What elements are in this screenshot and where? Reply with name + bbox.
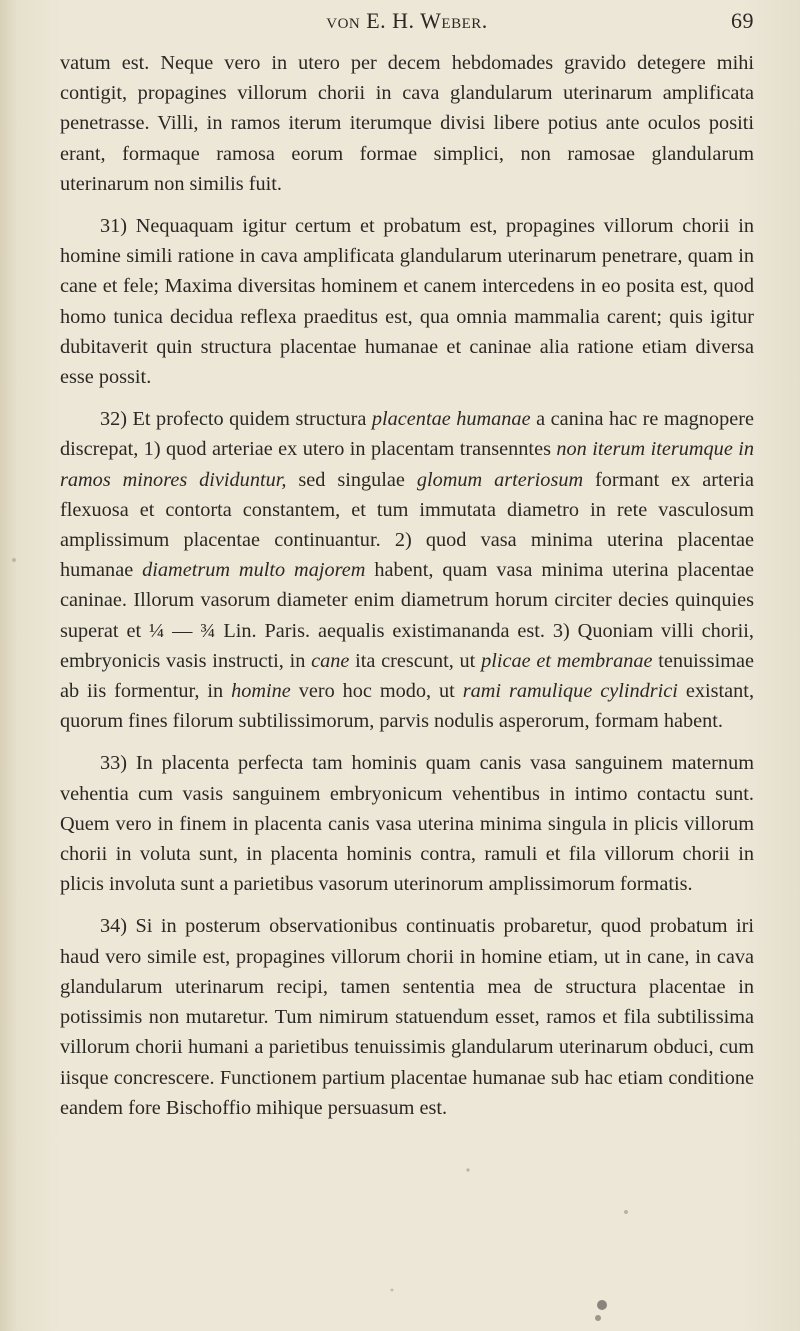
- text-run: tenuissimae ab iis formentur, in: [60, 649, 754, 703]
- paper-speck: [597, 1300, 607, 1310]
- text-run: ita crescunt, ut: [349, 649, 482, 672]
- italic-text-run: non iterum iterumque in ramos minores dividuntur,: [60, 438, 755, 491]
- paper-speck: [595, 1315, 601, 1321]
- italic-text-run: placentae humanae: [371, 408, 531, 431]
- italic-text-run: diametrum multo majorem: [142, 559, 366, 582]
- text-run: 33) In placenta perfecta tam hominis quam canis vasa sanguinem maternum vehentia cum vasis sanguinem embryonicum vehentibus in intimo contactu sunt. Quem vero in finem in placenta canis vasa uterina minima singula in plicis villorum chorii in voluta sunt, in placenta hominis contra, ramuli et fila villorum chorii in plicis involuta sunt a parietibus vasorum uterinorum amplissimorum formatis.: [60, 752, 754, 896]
- text-run: 32) Et profecto quidem structura: [100, 408, 372, 431]
- paragraph-continuation: [60, 48, 754, 199]
- paper-speck: [466, 1168, 469, 1171]
- running-title: von E. H. Weber.: [326, 8, 488, 33]
- page-number: 69: [731, 8, 754, 33]
- text-run: sed singulae: [286, 468, 417, 491]
- italic-text-run: homine: [231, 680, 291, 703]
- italic-text-run: rami ramulique cylindrici: [462, 680, 678, 703]
- body-text: [60, 48, 754, 1123]
- paper-speck: [391, 1289, 394, 1292]
- text-run: existant, quorum fines filorum subtilissimorum, parvis nodulis asperorum, formam habent.: [60, 680, 755, 733]
- paragraph-32: [60, 404, 754, 736]
- italic-text-run: plicae et membranae: [481, 649, 653, 672]
- paragraph-31: [60, 211, 754, 392]
- italic-text-run: glomum arteriosum: [416, 468, 584, 491]
- running-head: [60, 0, 754, 46]
- text-run: a canina hac re magnopere discrepat, 1) quod arteriae ex utero in placentam transenntes: [60, 408, 754, 461]
- paragraph-33: [60, 748, 754, 899]
- italic-text-run: cane: [311, 649, 350, 672]
- text-run: 34) Si in posterum observationibus continuatis probaretur, quod probatum iri haud vero simile est, propagines villorum chorii in homine etiam, ut in cane, in cava glandularum uterinarum recipi, tamen sententia mea de structura placentae in potissimis non mutaretur. Tum nimirum statuendum esset, ramos et fila subtilissima villorum chorii humani a parietibus tenuissimis glandularum uterinarum obduci, cum iisque concrescere. Functionem partium placentae humanae sub hac etiam conditione eandem fore Bischoffio mihique persuasum est.: [60, 915, 754, 1119]
- paper-speck: [12, 558, 16, 562]
- text-run: vero hoc modo, ut: [290, 680, 463, 703]
- text-run: vatum est. Neque vero in utero per decem hebdomades gravido detegere mihi contigit, propagines villorum chorii in cava glandularum uterinarum amplificata penetrasse. Villi, in ramos iterum iterumque divisi libere potius ante oculos positi erant, formaque ramosa eorum formae simplici, non ramosae glandularum uterinarum non similis fuit.: [60, 52, 754, 195]
- paragraph-34: [60, 911, 754, 1122]
- text-run: habent, quam vasa minima uterina placentae caninae. Illorum vasorum diameter enim diametrum horum circiter decies quinquies superat et ¼ — ¾ Lin. Paris. aequalis existimananda est. 3) Quoniam villi chorii, embryonicis vasis instructi, in: [60, 559, 754, 672]
- text-run: formant ex arteria flexuosa et contorta constantem, et tum immutata diametro in rete vasculosum amplissimum placentae continuantur. 2) quod vasa minima uterina placentae humanae: [60, 468, 754, 582]
- text-run: 31) Nequaquam igitur certum et probatum est, propagines villorum chorii in homine simili ratione in cava amplificata glandularum uterinarum penetrare, quam in cane et fele; Maxima diversitas hominem et canem intercedens in eo posita est, quod homo tunica decidua reflexa praeditus est, qua omnia mammalia carent; quis igitur dubitaverit quin structura placentae humanae et caninae alia ratione etiam diversa esse possit.: [60, 215, 754, 389]
- paper-speck: [624, 1210, 628, 1214]
